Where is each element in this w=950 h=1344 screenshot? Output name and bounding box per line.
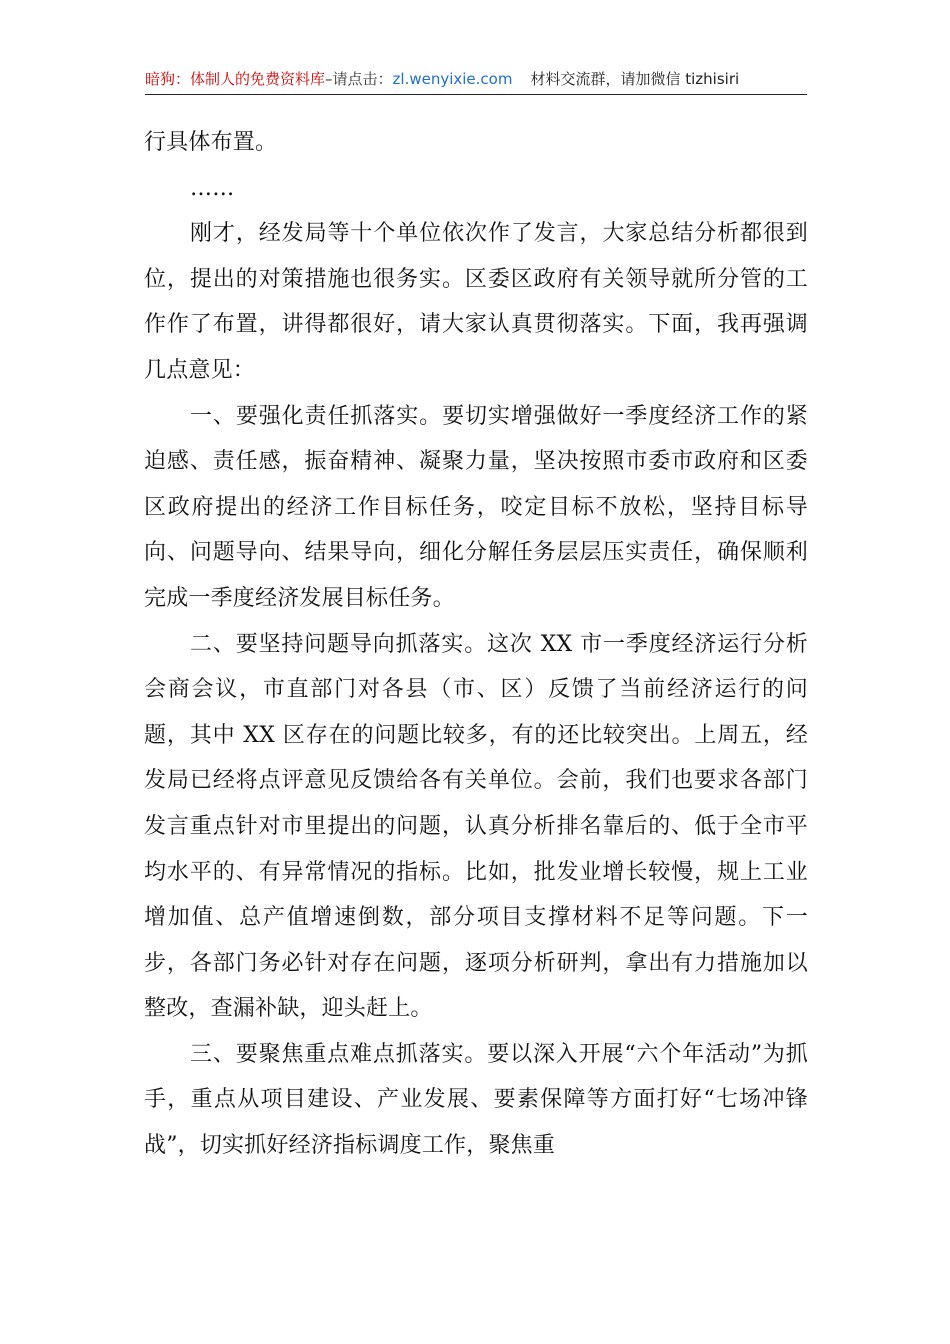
document-body xyxy=(144,120,808,1169)
paragraph-ellipsis: …… xyxy=(190,175,235,201)
header-link[interactable]: zl.wenyixie.com xyxy=(392,70,513,88)
paragraph-point-one: 一、要强化责任抓落实。要切实增强做好一季度经济工作的紧迫感、责任感，振奋精神、凝聚力量，坚决按照市委市政府和区委区政府提出的经济工作目标任务，咬定目标不放松，坚持目标导向、问题导向、结果导向，细化分解任务层层压实责任，确保顺利完成一季度经济发展目标任务。 xyxy=(144,403,808,611)
header-brand: 暗狗：体制人的免费资料库 xyxy=(145,70,326,88)
paragraph-intro: 刚才，经发局等十个单位依次作了发言，大家总结分析都很到位，提出的对策措施也很务实。区委区政府有关领导就所分管的工作作了布置，讲得都很好，请大家认真贯彻落实。下面，我再强调几点意见： xyxy=(144,221,808,383)
paragraph-point-two: 二、要坚持问题导向抓落实。这次 XX 市一季度经济运行分析会商会议，市直部门对各县（市、区）反馈了当前经济运行的问题，其中 XX 区存在的问题比较多，有的还比较突出。上周五，经发局已经将点评意见反馈给各有关单位。会前，我们也要求各部门发言重点针对市里提出的问题，认真分析排名靠后的、低于全市平均水平的、有异常情况的指标。比如，批发业增长较慢，规上工业增加值、总产值增速倒数，部分项目支撑材料不足等问题。下一步，各部门务必针对存在问题，逐项分析研判，拿出有力措施加以整改，查漏补缺，迎头赶上。 xyxy=(144,631,808,1022)
header-note: 材料交流群，请加微信 tizhisiri xyxy=(530,70,740,88)
paragraph-continuation: 行具体布置。 xyxy=(144,130,278,155)
page-header xyxy=(145,66,807,95)
header-separator: –请点击： xyxy=(325,70,393,88)
paragraph-point-three: 三、要聚焦重点难点抓落实。要以深入开展“六个年活动”为抓手，重点从项目建设、产业发展、要素保障等方面打好“七场冲锋战”，切实抓好经济指标调度工作，聚焦重 xyxy=(144,1041,808,1159)
